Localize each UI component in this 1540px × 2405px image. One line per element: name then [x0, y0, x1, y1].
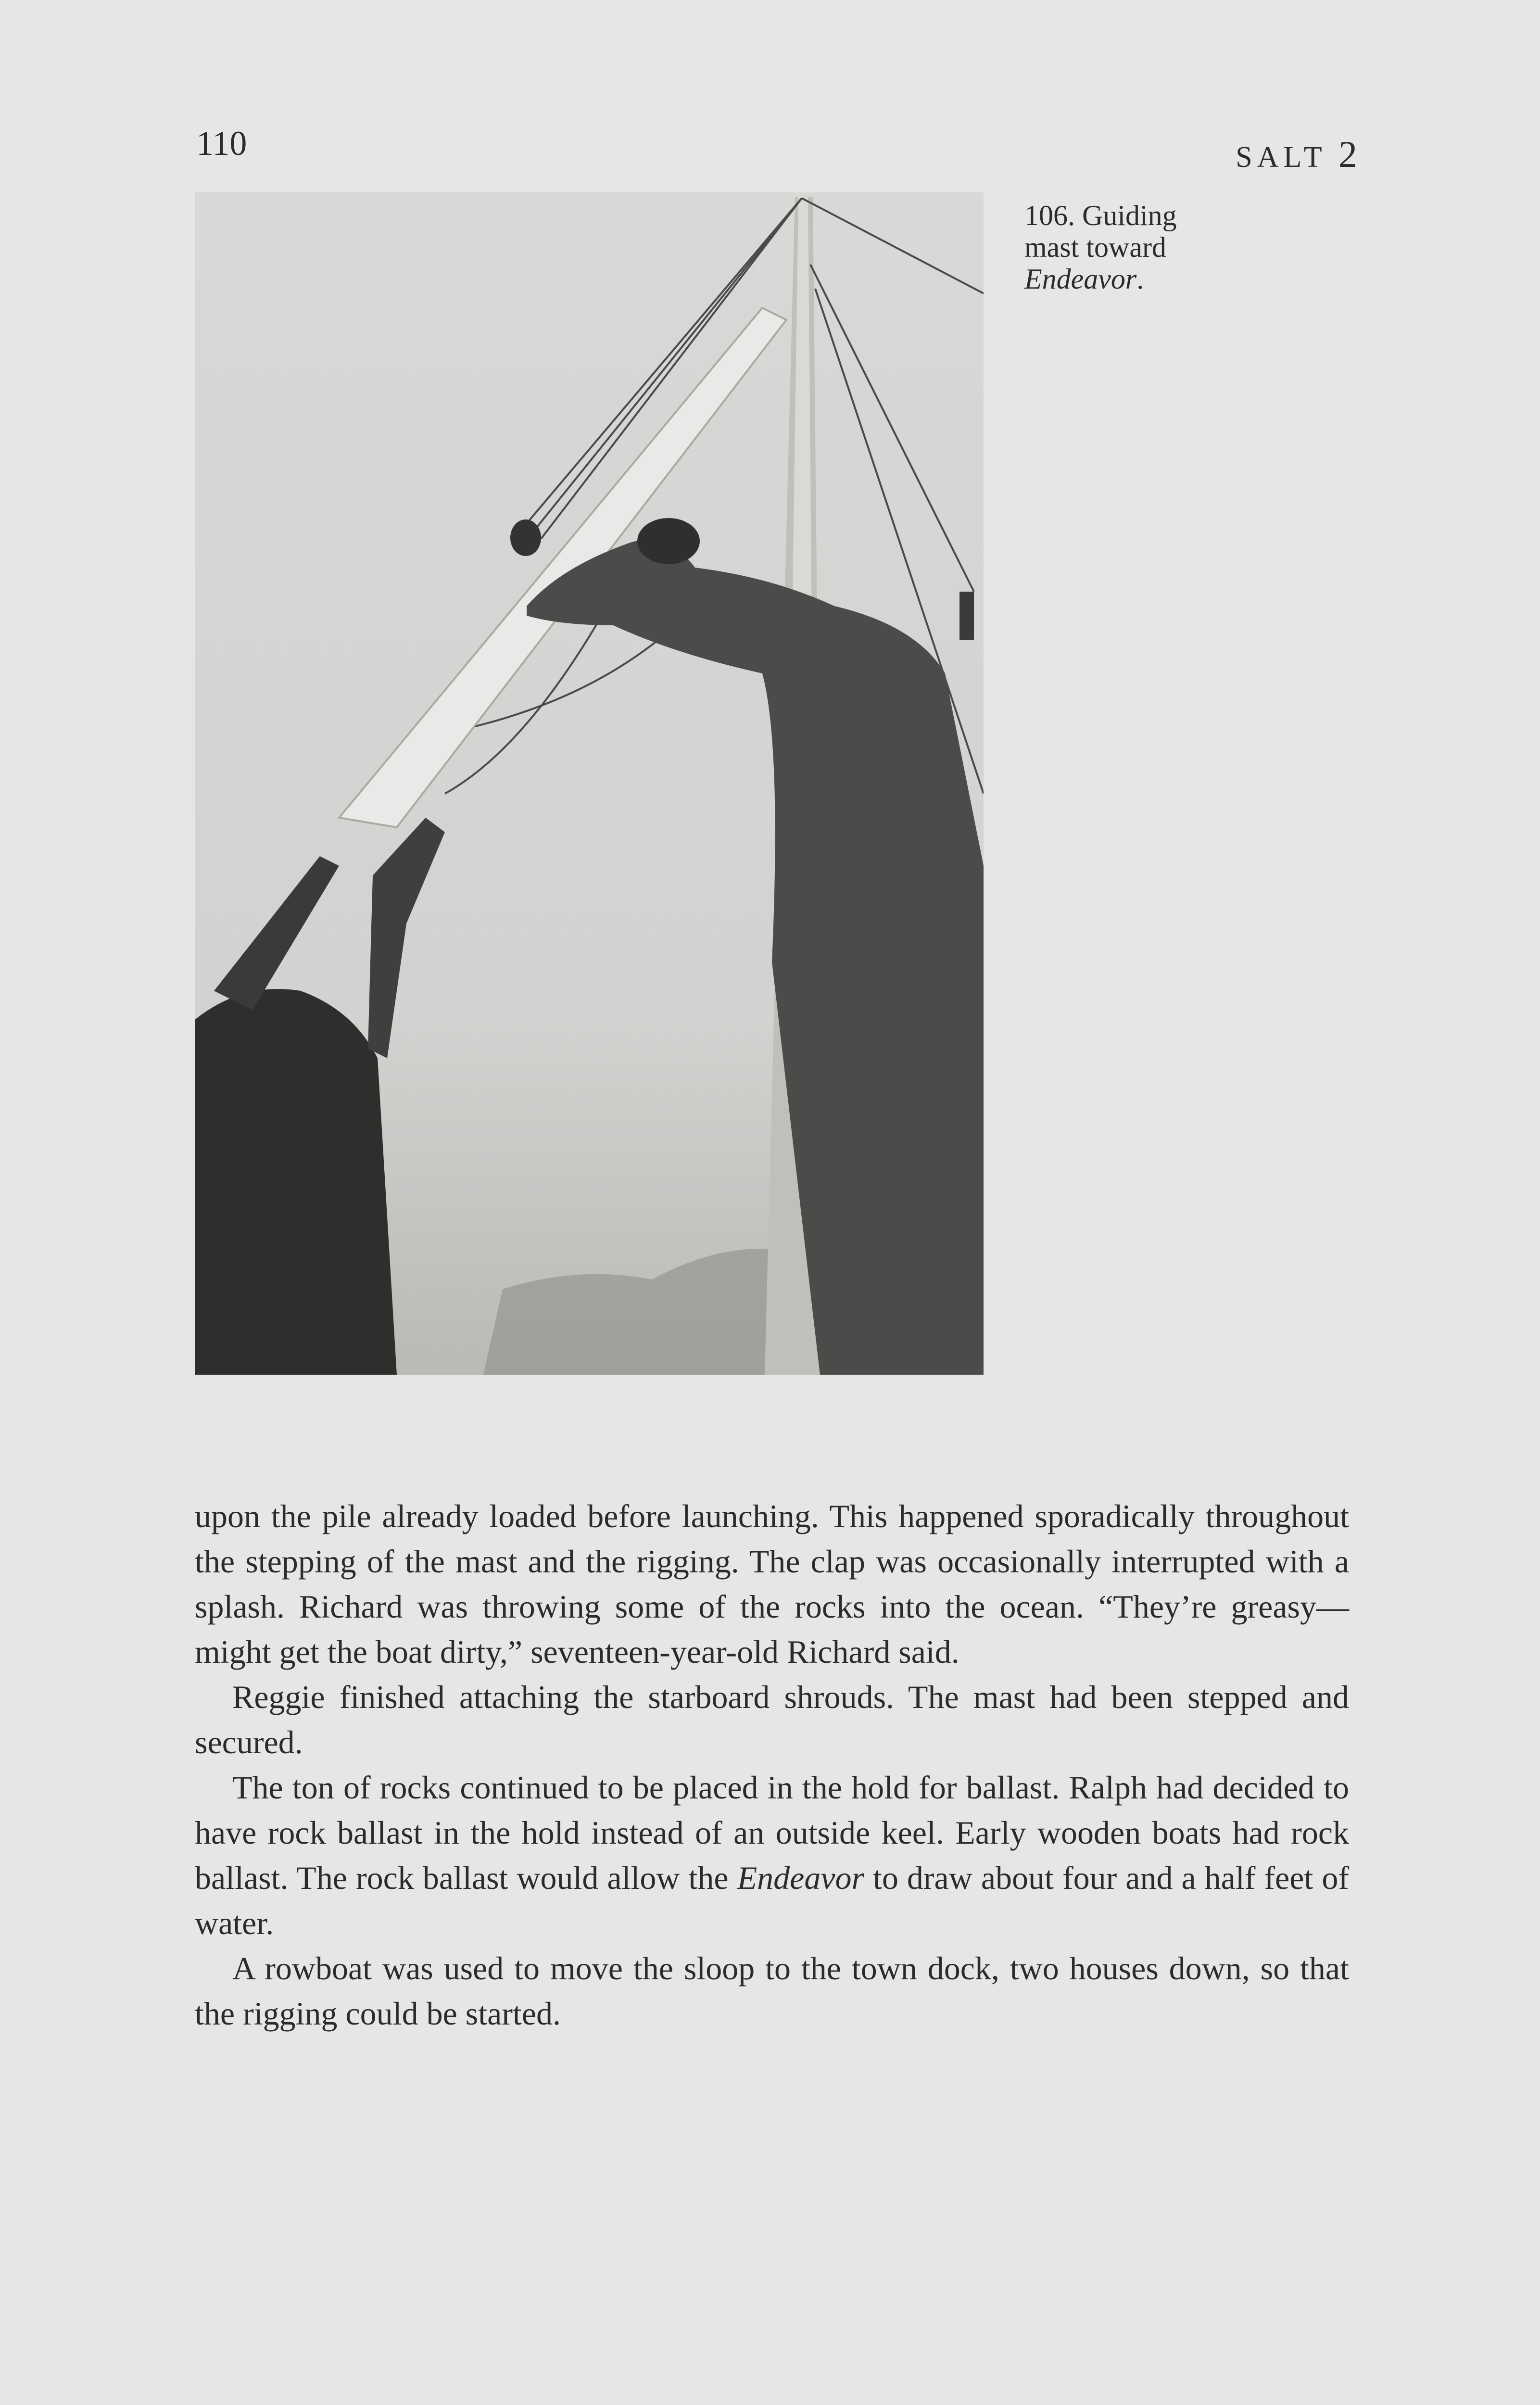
caption-line-1: 106. Guiding [1024, 200, 1177, 231]
paragraph-3-boat-name: Endeavor [737, 1860, 864, 1896]
paragraph-3-part-2: to draw about four and a half feet of water. [195, 1860, 1349, 1941]
hand-right [959, 592, 974, 640]
figure-caption [1024, 200, 1177, 295]
block-pulley [510, 519, 541, 556]
caption-period: . [1136, 263, 1144, 295]
paragraph-1: upon the pile already loaded before launching. This happened sporadically throughout the stepping of the mast and the rigging. The clap was occasionally interrupted with a splash. Richard was throwing some of the rocks into the ocean. “They’re greasy—might get the boat dirty,” seventeen-year-old Richard said. [195, 1498, 1349, 1670]
page-number: 110 [196, 124, 247, 163]
man-lower-left [195, 989, 397, 1375]
caption-boat-name: Endeavor [1024, 263, 1137, 295]
man-head [637, 518, 700, 564]
running-head [1236, 133, 1357, 175]
running-head-volume: 2 [1338, 133, 1357, 175]
running-head-title: SALT [1236, 141, 1326, 174]
mast-photo-illustration [195, 192, 984, 1375]
caption-line-2: mast toward [1024, 231, 1166, 263]
paragraph-3-part-1: The ton of rocks continued to be placed in the hold for ballast. Ralph had decided to have rock ballast in the hold instead of an outside keel. Early wooden boats had rock ballast. The rock ballast would allow the [195, 1769, 1349, 1896]
figure-photo [195, 192, 984, 1375]
paragraph-2: Reggie finished attaching the starboard shrouds. The mast had been stepped and secured. [195, 1679, 1349, 1760]
body-text [195, 1494, 1349, 2036]
paragraph-3 [195, 1765, 1349, 1946]
caption-line-3 [1024, 263, 1177, 295]
paragraph-4: A rowboat was used to move the sloop to the town dock, two houses down, so that the rigging could be started. [195, 1950, 1349, 2032]
